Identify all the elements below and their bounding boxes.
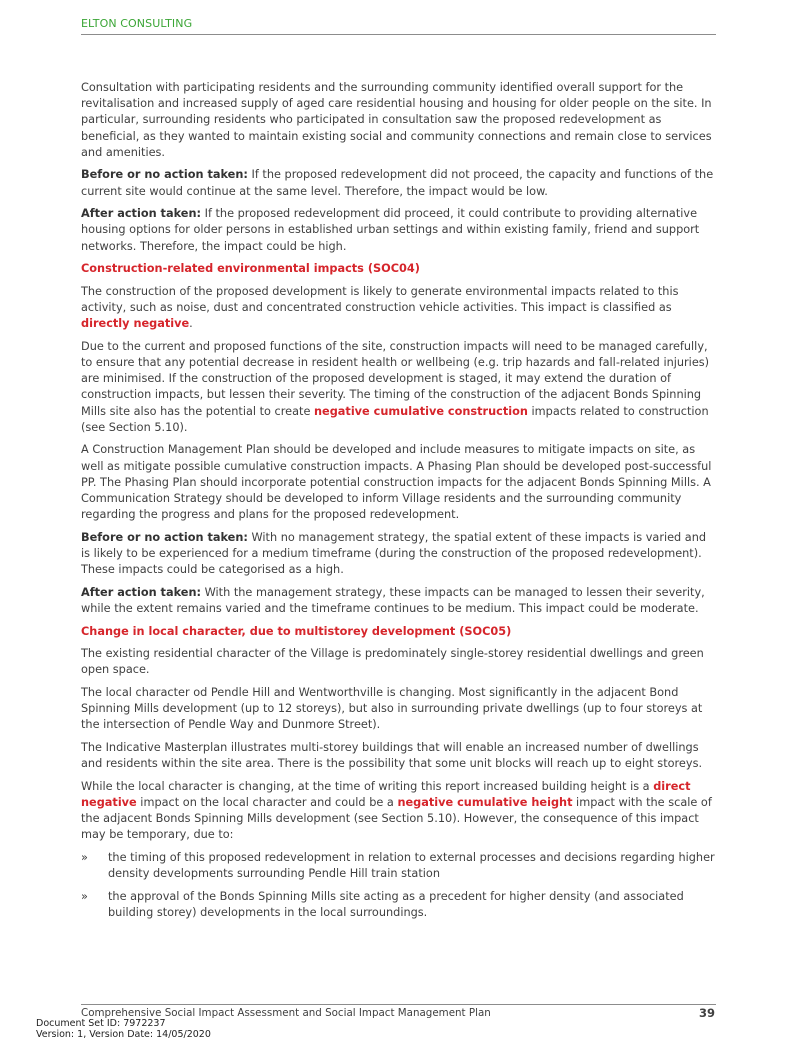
soc04-paragraph-1 xyxy=(81,284,717,333)
text-run: The construction of the proposed development is likely to generate environmental impacts related to this activity, such as noise, dust and concentrated construction vehicle activities. This impact is classified as xyxy=(81,284,679,314)
document-version: Version: 1, Version Date: 14/05/2020 xyxy=(36,1029,211,1040)
soc05-paragraph-4 xyxy=(81,779,717,844)
list-item-text: the approval of the Bonds Spinning Mills site acting as a precedent for higher density (and associated building storey) developments in the local surroundings. xyxy=(108,889,684,919)
soc04-before-paragraph xyxy=(81,530,717,579)
after-label: After action taken: xyxy=(81,585,202,599)
after-label: After action taken: xyxy=(81,207,202,221)
text-run: impacts related to construction (see Section 5.10). xyxy=(81,404,709,434)
before-label: Before or no action taken: xyxy=(81,168,248,182)
bullet-marker: » xyxy=(81,851,88,864)
bullet-list xyxy=(81,850,717,921)
page-body xyxy=(81,80,717,928)
before-label: Before or no action taken: xyxy=(81,530,248,544)
after-text: If the proposed redevelopment did proceed, it could contribute to providing alternative housing options for older persons in established urban settings and within existing family, friend and support networks. Therefore, the impact could be high. xyxy=(81,207,700,253)
soc05-paragraph-3: The Indicative Masterplan illustrates multi-storey buildings that will enable an increased number of dwellings and residents within the site area. There is the possibility that some unit blocks will reach up to eight storeys. xyxy=(81,741,703,771)
page-footer xyxy=(81,1004,716,1019)
list-item-text: the timing of this proposed redevelopment in relation to external processes and decisions regarding higher density developments surrounding Pendle Hill train station xyxy=(108,851,715,881)
before-text: If the proposed redevelopment did not proceed, the capacity and functions of the current site would continue at the same level. Therefore, the impact would be low. xyxy=(81,168,714,198)
list-item xyxy=(81,889,717,921)
text-run: impact on the local character and could be a xyxy=(136,796,398,809)
soc05-paragraph-1: The existing residential character of the Village is predominately single-storey residential dwellings and green open space. xyxy=(81,647,704,677)
before-text: With no management strategy, the spatial extent of these impacts is varied and is likely to be experienced for a medium timeframe (during the construction of the proposed redevelopment). These impacts could be categorised as a high. xyxy=(81,530,707,577)
after-text: With the management strategy, these impacts can be managed to lessen their severity, while the extent remains varied and the timeframe continues to be medium. This impact could be moderate. xyxy=(81,585,705,616)
page-number: 39 xyxy=(698,1006,715,1020)
soc04-heading: Construction-related environmental impacts (SOC04) xyxy=(81,262,420,276)
soc04-paragraph-2 xyxy=(81,339,717,436)
footer-title: Comprehensive Social Impact Assessment and Social Impact Management Plan xyxy=(81,1007,491,1019)
s1-after-paragraph xyxy=(81,206,717,255)
intro-paragraph: Consultation with participating residents and the surrounding community identified overall support for the revitalisation and increased supply of aged care residential housing and housing for older people on the site. In particular, surrounding residents who participated in consultation saw the proposed redevelopment as beneficial, as they wanted to maintain existing social and community connections and remain close to services and amenities. xyxy=(81,81,712,159)
header-org-name: ELTON CONSULTING xyxy=(81,17,193,30)
bullet-marker: » xyxy=(81,889,88,903)
text-run: impact with the scale of the adjacent Bonds Spinning Mills development (see Section 5.10). However, the consequence of this impact may be temporary, due to: xyxy=(81,796,712,842)
soc05-heading: Change in local character, due to multistorey development (SOC05) xyxy=(81,624,512,638)
soc05-paragraph-2: The local character od Pendle Hill and Wentworthville is changing. Most significantly in the adjacent Bond Spinning Mills development (up to 12 storeys), but also in surrounding private dwellings (up to four storeys at the intersection of Pendle Way and Dunmore Street). xyxy=(81,686,703,732)
highlight-negative-cumulative-construction: negative cumulative construction xyxy=(314,404,528,418)
highlight-negative-cumulative-height: negative cumulative height xyxy=(397,796,573,809)
list-item xyxy=(81,850,717,882)
highlight-directly-negative: directly negative xyxy=(81,317,190,331)
text-run: While the local character is changing, at the time of writing this report increased building height is a xyxy=(81,779,654,793)
text-run: . xyxy=(189,317,193,331)
document-set-id: Document Set ID: 7972237 xyxy=(36,1018,166,1029)
soc04-paragraph-3: A Construction Management Plan should be developed and include measures to mitigate impacts on site, as well as mitigate possible cumulative construction impacts. A Phasing Plan should be developed post-successful PP. The Phasing Plan should incorporate potential construction impacts for the adjacent Bonds Spinning Mills. A Communication Strategy should be developed to inform Village residents and the surrounding community regarding the progress and plans for the proposed redevelopment. xyxy=(81,443,712,522)
document-info xyxy=(36,1018,211,1040)
soc04-after-paragraph xyxy=(81,585,717,617)
text-run: Due to the current and proposed functions of the site, construction impacts will need to be managed carefully, to ensure that any potential decrease in resident health or wellbeing (e.g. trip hazards and fall-related injuries) are minimised. If the construction of the proposed development is staged, it may extend the duration of construction impacts, but lessen their severity. The timing of the construction of the adjacent Bonds Spinning Mills site also has the potential to create xyxy=(81,339,710,418)
s1-before-paragraph xyxy=(81,167,717,199)
page-header xyxy=(81,17,716,35)
highlight-direct-negative: direct negative xyxy=(81,779,691,809)
